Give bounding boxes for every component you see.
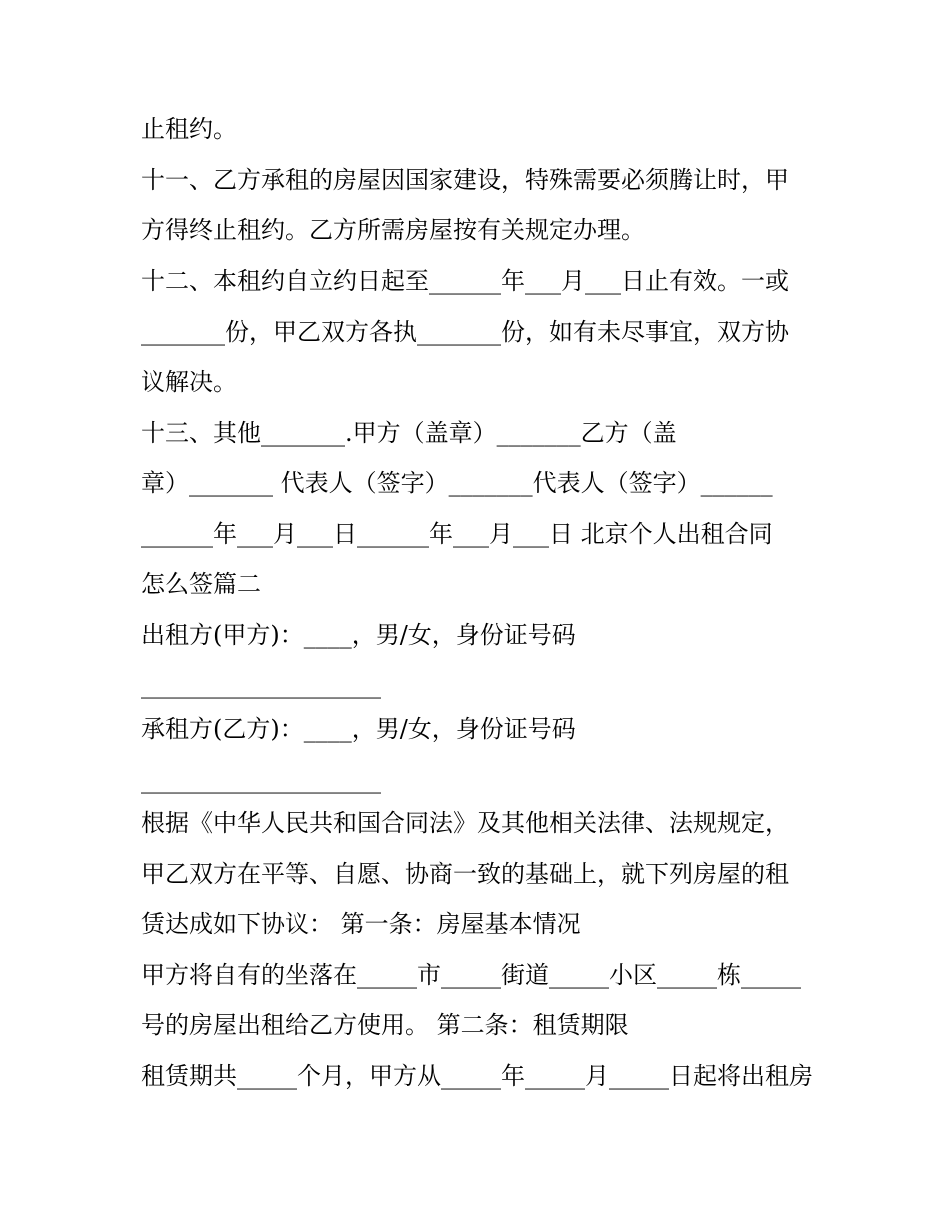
text-line: ______年___月___日______年___月___日 北京个人出租合同 [141, 520, 773, 548]
text-line: 号的房屋出租给乙方使用。 第二条：租赁期限 [141, 1011, 629, 1039]
text-line: 十二、本租约自立约日起至______年___月___日止有效。一或 [141, 267, 789, 295]
text-line: ____________________ [141, 671, 381, 699]
text-line: 章）_______ 代表人（签字）_______代表人（签字）______ [141, 469, 773, 497]
text-line: _______份，甲乙双方各执_______份，如有未尽事宜，双方协 [141, 318, 789, 346]
text-line: 止租约。 [141, 115, 237, 143]
text-line: 赁达成如下协议： 第一条：房屋基本情况 [141, 910, 581, 938]
text-line: 方得终止租约。乙方所需房屋按有关规定办理。 [141, 216, 645, 244]
text-line: 根据《中华人民共和国合同法》及其他相关法律、法规规定， [141, 809, 789, 837]
text-line: 十一、乙方承租的房屋因国家建设，特殊需要必须腾让时，甲 [141, 166, 789, 194]
text-line: 出租方(甲方)：____，男/女，身份证号码 [141, 621, 576, 649]
text-line: 议解决。 [141, 368, 237, 396]
text-line: 十三、其他_______.甲方（盖章）_______乙方（盖 [141, 419, 677, 447]
text-line: 租赁期共_____个月，甲方从_____年_____月_____日起将出租房 [141, 1062, 813, 1090]
text-line: 怎么签篇二 [141, 570, 261, 598]
text-line: 甲乙双方在平等、自愿、协商一致的基础上，就下列房屋的租 [141, 860, 789, 888]
text-line: ____________________ [141, 766, 381, 794]
text-line: 甲方将自有的坐落在_____市_____街道_____小区_____栋_____ [141, 961, 801, 989]
text-line: 承租方(乙方)：____，男/女，身份证号码 [141, 715, 576, 743]
